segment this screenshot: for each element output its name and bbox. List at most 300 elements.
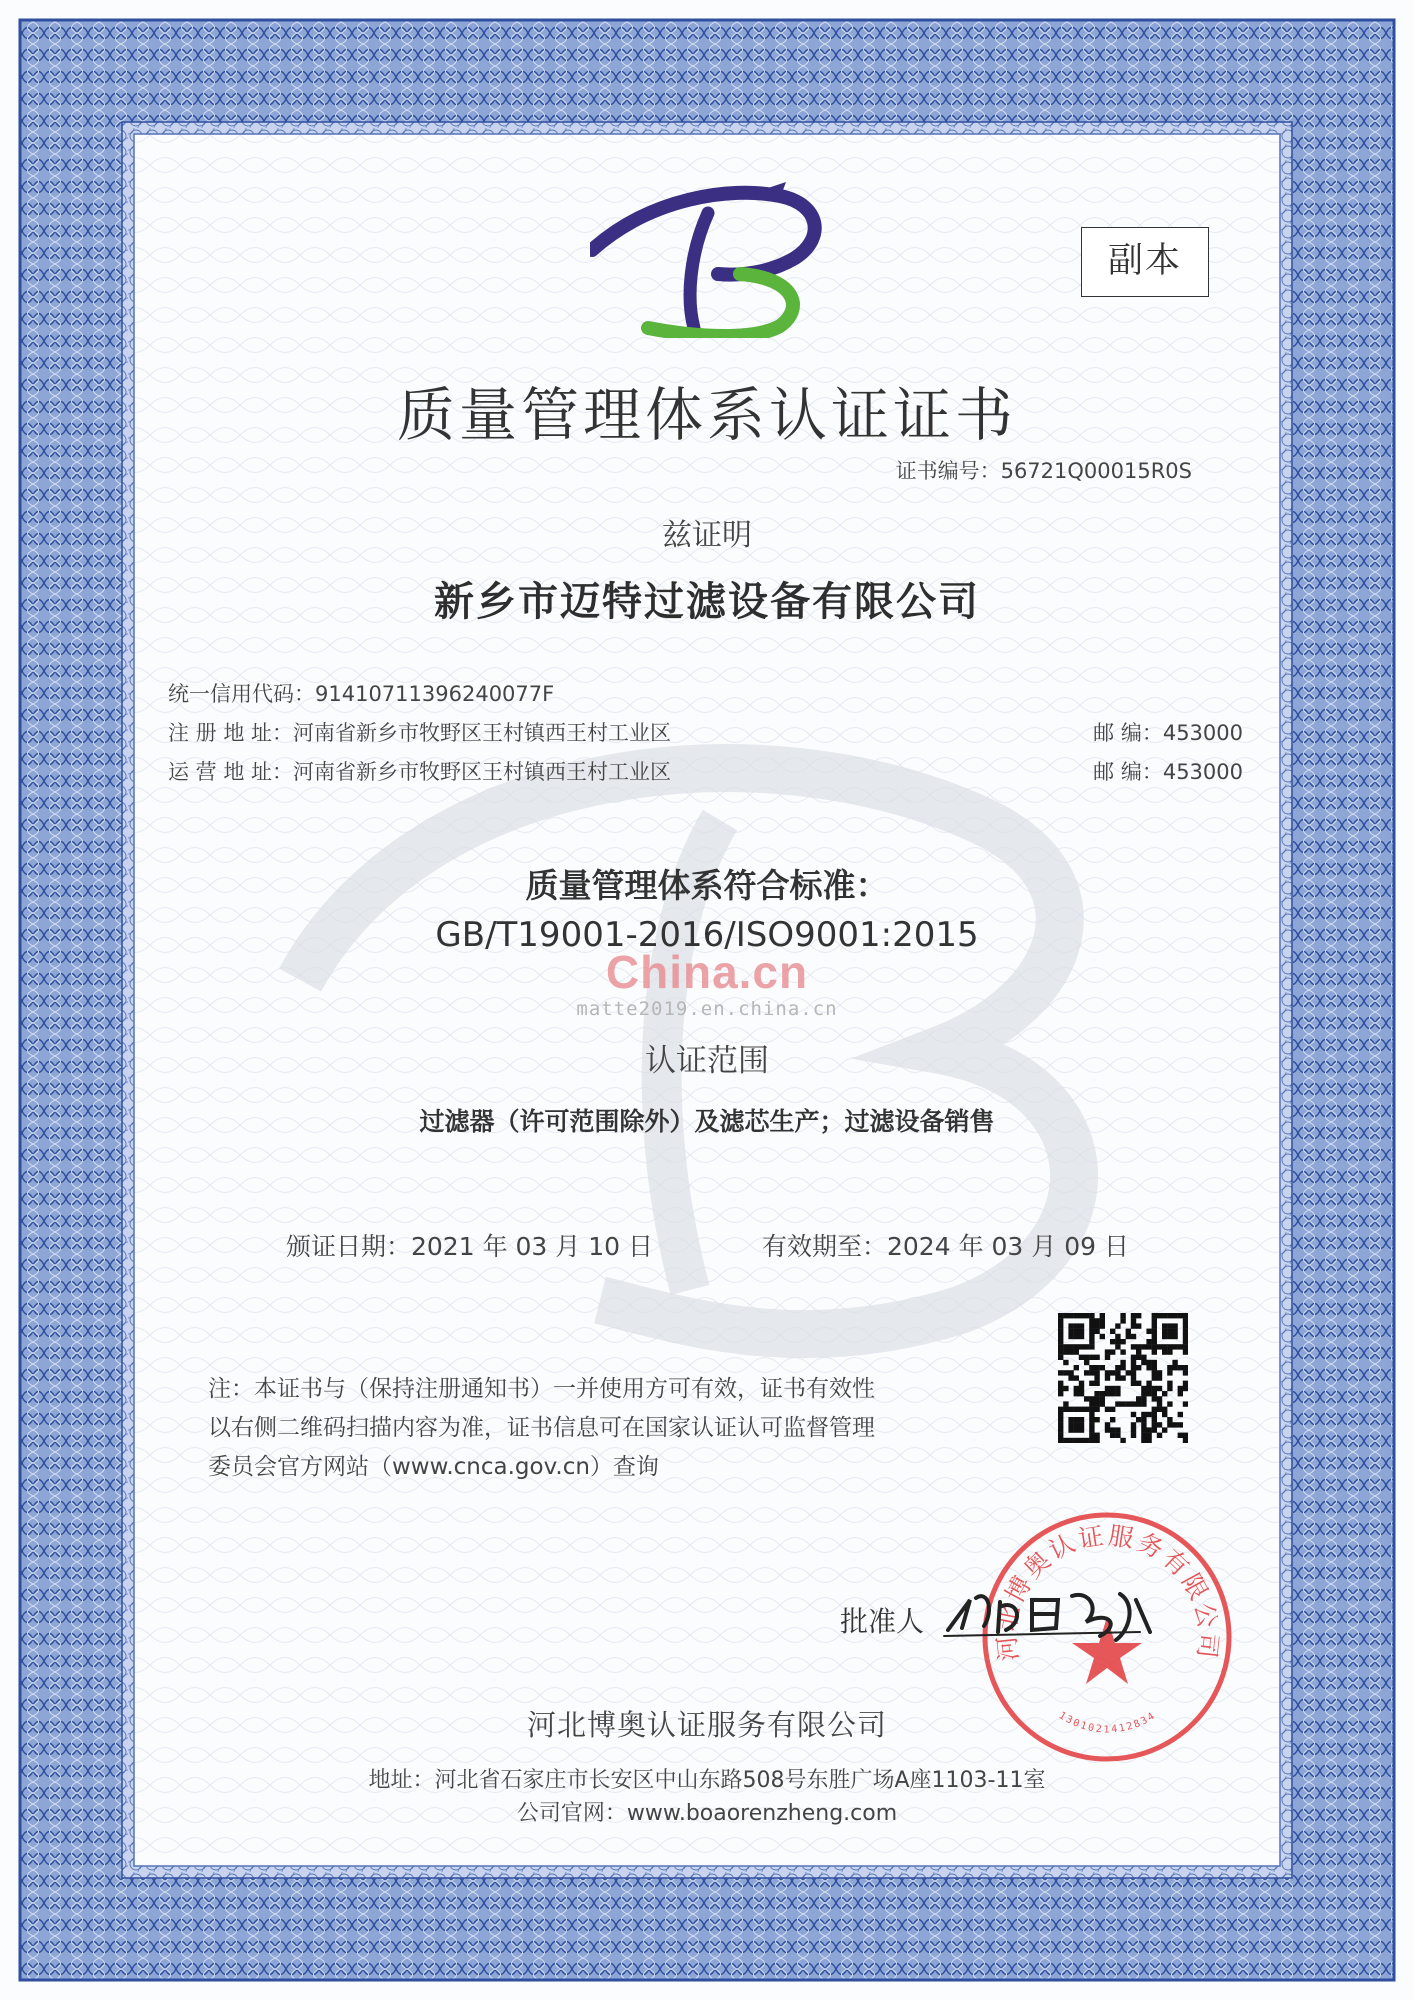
qr-module	[1183, 1386, 1188, 1391]
qr-module	[1136, 1355, 1141, 1360]
qr-module	[1183, 1318, 1188, 1323]
qr-module	[1131, 1334, 1136, 1339]
qr-module	[1094, 1370, 1099, 1375]
credit-code-text: 统一信用代码：91410711396240077F	[168, 682, 555, 706]
qr-module	[1152, 1412, 1157, 1417]
qr-module	[1063, 1407, 1068, 1412]
qr-module	[1094, 1355, 1099, 1360]
qr-module	[1058, 1386, 1063, 1391]
qr-module	[1058, 1407, 1063, 1412]
qr-module	[1089, 1401, 1094, 1406]
qr-module	[1178, 1365, 1183, 1370]
approver-label: 批准人	[840, 1605, 925, 1638]
qr-module	[1110, 1407, 1115, 1412]
qr-module	[1079, 1334, 1084, 1339]
qr-module	[1167, 1313, 1172, 1318]
qr-module	[1058, 1381, 1063, 1386]
qr-module	[1152, 1323, 1157, 1328]
qr-module	[1115, 1365, 1120, 1370]
qr-module	[1068, 1427, 1073, 1432]
qr-module	[1100, 1318, 1105, 1323]
qr-module	[1172, 1360, 1177, 1365]
qr-module	[1079, 1438, 1084, 1443]
qr-module	[1131, 1360, 1136, 1365]
qr-module	[1074, 1407, 1079, 1412]
qr-module	[1089, 1365, 1094, 1370]
qr-module	[1146, 1412, 1151, 1417]
qr-module	[1152, 1318, 1157, 1323]
qr-module	[1089, 1323, 1094, 1328]
qr-module	[1178, 1422, 1183, 1427]
qr-module	[1141, 1427, 1146, 1432]
qr-module	[1110, 1391, 1115, 1396]
qr-module	[1183, 1323, 1188, 1328]
qr-module	[1141, 1422, 1146, 1427]
qr-module	[1120, 1313, 1125, 1318]
qr-module	[1167, 1323, 1172, 1328]
qr-module	[1074, 1417, 1079, 1422]
qr-module	[1058, 1438, 1063, 1443]
qr-module	[1058, 1323, 1063, 1328]
qr-module	[1058, 1349, 1063, 1354]
qr-module	[1100, 1401, 1105, 1406]
qr-module	[1084, 1360, 1089, 1365]
qr-module	[1167, 1370, 1172, 1375]
qr-module	[1063, 1360, 1068, 1365]
qr-module	[1089, 1412, 1094, 1417]
qr-module	[1172, 1313, 1177, 1318]
qr-module	[1074, 1386, 1079, 1391]
qr-module	[1141, 1386, 1146, 1391]
certificate-title: 质量管理体系认证证书	[396, 381, 1017, 449]
qr-module	[1152, 1313, 1157, 1318]
qr-module	[1131, 1401, 1136, 1406]
qr-module	[1167, 1365, 1172, 1370]
qr-module	[1167, 1401, 1172, 1406]
qr-module	[1131, 1318, 1136, 1323]
qr-module	[1089, 1438, 1094, 1443]
qr-module	[1068, 1323, 1073, 1328]
qr-module	[1089, 1339, 1094, 1344]
qr-module	[1079, 1329, 1084, 1334]
qr-module	[1136, 1313, 1141, 1318]
operating-address-row	[168, 756, 1243, 786]
valid-until-date: 有效期至：2024 年 03 月 09 日	[762, 1232, 1129, 1261]
qr-module	[1079, 1355, 1084, 1360]
qr-module	[1183, 1438, 1188, 1443]
qr-module	[1100, 1396, 1105, 1401]
qr-module	[1058, 1334, 1063, 1339]
qr-module	[1157, 1370, 1162, 1375]
qr-module	[1146, 1344, 1151, 1349]
qr-module	[1094, 1438, 1099, 1443]
qr-module	[1089, 1427, 1094, 1432]
qr-module	[1115, 1386, 1120, 1391]
note-line-3: 委员会官方网站（www.cnca.gov.cn）查询	[208, 1454, 659, 1480]
qr-module	[1152, 1427, 1157, 1432]
qr-module	[1058, 1344, 1063, 1349]
qr-module	[1115, 1427, 1120, 1432]
qr-module	[1131, 1381, 1136, 1386]
qr-module	[1089, 1329, 1094, 1334]
qr-module	[1152, 1417, 1157, 1422]
qr-module	[1105, 1427, 1110, 1432]
qr-module	[1162, 1323, 1167, 1328]
copy-mark: 副本	[1081, 227, 1209, 297]
watermark-subtext: matte2019.en.china.cn	[576, 998, 838, 1020]
hereby-certify: 兹证明	[662, 518, 752, 553]
qr-module	[1068, 1422, 1073, 1427]
qr-module	[1162, 1391, 1167, 1396]
qr-module	[1157, 1407, 1162, 1412]
qr-module	[1146, 1438, 1151, 1443]
qr-module	[1105, 1391, 1110, 1396]
qr-module	[1063, 1313, 1068, 1318]
qr-module	[1115, 1401, 1120, 1406]
qr-module	[1058, 1313, 1063, 1318]
watermark-text: China.cn	[605, 946, 809, 998]
qr-module	[1152, 1422, 1157, 1427]
qr-module	[1063, 1401, 1068, 1406]
qr-module	[1074, 1365, 1079, 1370]
qr-module	[1152, 1365, 1157, 1370]
qr-module	[1110, 1417, 1115, 1422]
qr-module	[1178, 1433, 1183, 1438]
qr-module	[1115, 1344, 1120, 1349]
qr-module	[1110, 1370, 1115, 1375]
issuer-address: 地址：河北省石家庄市长安区中山东路508号东胜广场A座1103-11室	[368, 1768, 1046, 1793]
qr-module	[1105, 1370, 1110, 1375]
qr-module	[1146, 1339, 1151, 1344]
qr-module	[1146, 1329, 1151, 1334]
qr-module	[1120, 1339, 1125, 1344]
qr-module	[1094, 1407, 1099, 1412]
qr-module	[1167, 1417, 1172, 1422]
qr-module	[1115, 1391, 1120, 1396]
qr-module	[1172, 1334, 1177, 1339]
registered-postal-code: 邮 编：453000	[1093, 721, 1243, 745]
qr-module	[1131, 1422, 1136, 1427]
qr-module	[1162, 1427, 1167, 1432]
qr-module	[1089, 1381, 1094, 1386]
qr-module	[1089, 1433, 1094, 1438]
qr-module	[1100, 1365, 1105, 1370]
qr-module	[1136, 1401, 1141, 1406]
qr-module	[1058, 1422, 1063, 1427]
qr-module	[1094, 1329, 1099, 1334]
qr-module	[1089, 1318, 1094, 1323]
qr-module	[1167, 1329, 1172, 1334]
qr-module	[1183, 1344, 1188, 1349]
qr-module	[1141, 1401, 1146, 1406]
qr-module	[1120, 1365, 1125, 1370]
qr-module	[1136, 1365, 1141, 1370]
qr-module	[1115, 1339, 1120, 1344]
qr-module	[1110, 1349, 1115, 1354]
qr-module	[1146, 1381, 1151, 1386]
qr-module	[1058, 1329, 1063, 1334]
qr-module	[1183, 1339, 1188, 1344]
qr-module	[1084, 1344, 1089, 1349]
qr-module	[1094, 1401, 1099, 1406]
qr-module	[1068, 1329, 1073, 1334]
qr-module	[1172, 1344, 1177, 1349]
qr-module	[1183, 1370, 1188, 1375]
qr-module	[1079, 1386, 1084, 1391]
qr-module	[1074, 1349, 1079, 1354]
qr-module	[1115, 1375, 1120, 1380]
qr-module	[1126, 1329, 1131, 1334]
qr-code[interactable]	[1058, 1313, 1188, 1443]
qr-module	[1105, 1422, 1110, 1427]
qr-module	[1058, 1391, 1063, 1396]
qr-module	[1172, 1422, 1177, 1427]
qr-module	[1178, 1391, 1183, 1396]
qr-module	[1131, 1355, 1136, 1360]
qr-module	[1136, 1396, 1141, 1401]
qr-module	[1152, 1375, 1157, 1380]
qr-module	[1074, 1334, 1079, 1339]
approver-signature	[940, 1570, 1160, 1650]
qr-module	[1074, 1344, 1079, 1349]
qr-module	[1063, 1370, 1068, 1375]
qr-module	[1162, 1349, 1167, 1354]
qr-module	[1136, 1417, 1141, 1422]
qr-module	[1131, 1365, 1136, 1370]
qr-module	[1063, 1349, 1068, 1354]
qr-module	[1152, 1386, 1157, 1391]
qr-module	[1157, 1433, 1162, 1438]
qr-module	[1146, 1427, 1151, 1432]
qr-module	[1183, 1433, 1188, 1438]
qr-module	[1141, 1355, 1146, 1360]
qr-module	[1183, 1334, 1188, 1339]
qr-module	[1141, 1396, 1146, 1401]
qr-module	[1157, 1386, 1162, 1391]
qr-module	[1058, 1370, 1063, 1375]
qr-module	[1126, 1334, 1131, 1339]
qr-module	[1105, 1386, 1110, 1391]
issuer-website[interactable]: 公司官网：www.boaorenzheng.com	[516, 1801, 898, 1826]
note-line-1: 注：本证书与（保持注册通知书）一并使用方可有效，证书有效性	[208, 1376, 875, 1402]
qr-module	[1105, 1349, 1110, 1354]
qr-module	[1089, 1396, 1094, 1401]
qr-module	[1089, 1422, 1094, 1427]
qr-module	[1141, 1433, 1146, 1438]
qr-module	[1141, 1412, 1146, 1417]
qr-module	[1120, 1349, 1125, 1354]
qr-module	[1079, 1427, 1084, 1432]
qr-module	[1146, 1365, 1151, 1370]
qr-module	[1162, 1407, 1167, 1412]
qr-module	[1141, 1438, 1146, 1443]
qr-module	[1141, 1417, 1146, 1422]
qr-module	[1068, 1375, 1073, 1380]
qr-module	[1183, 1381, 1188, 1386]
credit-code	[168, 678, 1243, 708]
qr-module	[1094, 1318, 1099, 1323]
qr-module	[1115, 1334, 1120, 1339]
qr-module	[1058, 1339, 1063, 1344]
qr-module	[1074, 1391, 1079, 1396]
qr-module	[1068, 1344, 1073, 1349]
qr-module	[1131, 1412, 1136, 1417]
qr-module	[1146, 1433, 1151, 1438]
qr-module	[1074, 1313, 1079, 1318]
scope-value: 过滤器（许可范围除外）及滤芯生产；过滤设备销售	[419, 1107, 995, 1136]
qr-module	[1079, 1417, 1084, 1422]
qr-module	[1094, 1323, 1099, 1328]
qr-module	[1089, 1313, 1094, 1318]
qr-module	[1094, 1433, 1099, 1438]
qr-module	[1183, 1365, 1188, 1370]
qr-module	[1068, 1417, 1073, 1422]
qr-module	[1115, 1370, 1120, 1375]
qr-module	[1079, 1407, 1084, 1412]
qr-module	[1120, 1375, 1125, 1380]
qr-module	[1100, 1313, 1105, 1318]
qr-module	[1089, 1417, 1094, 1422]
qr-module	[1152, 1360, 1157, 1365]
qr-module	[1152, 1349, 1157, 1354]
qr-module	[1178, 1386, 1183, 1391]
qr-module	[1183, 1349, 1188, 1354]
qr-module	[1131, 1323, 1136, 1328]
qr-module	[1162, 1329, 1167, 1334]
qr-module	[1074, 1422, 1079, 1427]
qr-module	[1063, 1438, 1068, 1443]
qr-module	[1157, 1313, 1162, 1318]
qr-module	[1146, 1360, 1151, 1365]
qr-module	[1079, 1422, 1084, 1427]
qr-module	[1131, 1427, 1136, 1432]
qr-module	[1131, 1433, 1136, 1438]
qr-module	[1120, 1360, 1125, 1365]
qr-module	[1063, 1386, 1068, 1391]
seal-text: 河北博奥认证服务有限公司	[991, 1520, 1224, 1663]
qr-module	[1157, 1401, 1162, 1406]
qr-module	[1136, 1323, 1141, 1328]
qr-module	[1105, 1375, 1110, 1380]
qr-module	[1126, 1370, 1131, 1375]
qr-module	[1074, 1375, 1079, 1380]
qr-module	[1100, 1391, 1105, 1396]
qr-module	[1162, 1334, 1167, 1339]
qr-module	[1172, 1365, 1177, 1370]
qr-module	[1178, 1313, 1183, 1318]
qr-module	[1167, 1381, 1172, 1386]
qr-module	[1084, 1396, 1089, 1401]
qr-module	[1089, 1344, 1094, 1349]
qr-module	[1058, 1355, 1063, 1360]
qr-module	[1068, 1349, 1073, 1354]
qr-module	[1152, 1344, 1157, 1349]
qr-module	[1152, 1391, 1157, 1396]
qr-module	[1094, 1375, 1099, 1380]
qr-module	[1074, 1438, 1079, 1443]
qr-module	[1079, 1313, 1084, 1318]
qr-module	[1110, 1339, 1115, 1344]
qr-module	[1120, 1401, 1125, 1406]
qr-module	[1094, 1381, 1099, 1386]
qr-module	[1079, 1344, 1084, 1349]
qr-module	[1074, 1427, 1079, 1432]
qr-module	[1167, 1334, 1172, 1339]
certificate-number: 证书编号：56721Q00015R0S	[895, 459, 1192, 483]
qr-module	[1152, 1370, 1157, 1375]
scope-heading: 认证范围	[645, 1043, 769, 1079]
qr-module	[1079, 1381, 1084, 1386]
company-name: 新乡市迈特过滤设备有限公司	[434, 579, 980, 625]
note-line-2: 以右侧二维码扫描内容为准，证书信息可在国家认证认可监督管理	[208, 1415, 875, 1441]
qr-module	[1131, 1344, 1136, 1349]
qr-module	[1157, 1344, 1162, 1349]
qr-module	[1110, 1386, 1115, 1391]
qr-module	[1110, 1433, 1115, 1438]
qr-module	[1120, 1438, 1125, 1443]
qr-module	[1105, 1355, 1110, 1360]
qr-module	[1094, 1396, 1099, 1401]
qr-module	[1131, 1313, 1136, 1318]
qr-module	[1115, 1433, 1120, 1438]
qr-module	[1172, 1329, 1177, 1334]
qr-module	[1152, 1334, 1157, 1339]
qr-module	[1162, 1313, 1167, 1318]
qr-module	[1100, 1323, 1105, 1328]
qr-module	[1105, 1407, 1110, 1412]
qr-module	[1089, 1334, 1094, 1339]
qr-module	[1183, 1401, 1188, 1406]
qr-module	[1167, 1386, 1172, 1391]
registered-address-row	[168, 717, 1243, 747]
qr-module	[1131, 1375, 1136, 1380]
qr-module	[1058, 1433, 1063, 1438]
qr-module	[1068, 1407, 1073, 1412]
qr-module	[1178, 1412, 1183, 1417]
standard-heading: 质量管理体系符合标准：	[525, 866, 889, 905]
qr-module	[1058, 1417, 1063, 1422]
qr-module	[1074, 1323, 1079, 1328]
qr-module	[1068, 1438, 1073, 1443]
qr-module	[1089, 1407, 1094, 1412]
qr-module	[1068, 1370, 1073, 1375]
seal-number: 1301021412834	[1056, 1710, 1159, 1736]
qr-module	[1058, 1412, 1063, 1417]
qr-module	[1068, 1334, 1073, 1339]
qr-module	[1146, 1391, 1151, 1396]
operating-address: 运 营 地 址：河南省新乡市牧野区王村镇西王村工业区	[168, 760, 672, 784]
qr-module	[1084, 1370, 1089, 1375]
qr-module	[1084, 1313, 1089, 1318]
qr-module	[1079, 1323, 1084, 1328]
qr-module	[1172, 1323, 1177, 1328]
operating-postal-code: 邮 编：453000	[1093, 760, 1243, 784]
qr-module	[1183, 1329, 1188, 1334]
qr-module	[1162, 1412, 1167, 1417]
standard-value: GB/T19001-2016/ISO9001:2015	[435, 915, 979, 955]
qr-module	[1058, 1427, 1063, 1432]
qr-module	[1084, 1355, 1089, 1360]
issuer-name: 河北博奥认证服务有限公司	[526, 1708, 887, 1742]
qr-module	[1152, 1329, 1157, 1334]
qr-module	[1115, 1323, 1120, 1328]
qr-module	[1136, 1381, 1141, 1386]
qr-module	[1178, 1344, 1183, 1349]
qr-module	[1141, 1344, 1146, 1349]
qr-module	[1094, 1391, 1099, 1396]
qr-module	[1136, 1349, 1141, 1354]
qr-module	[1157, 1375, 1162, 1380]
